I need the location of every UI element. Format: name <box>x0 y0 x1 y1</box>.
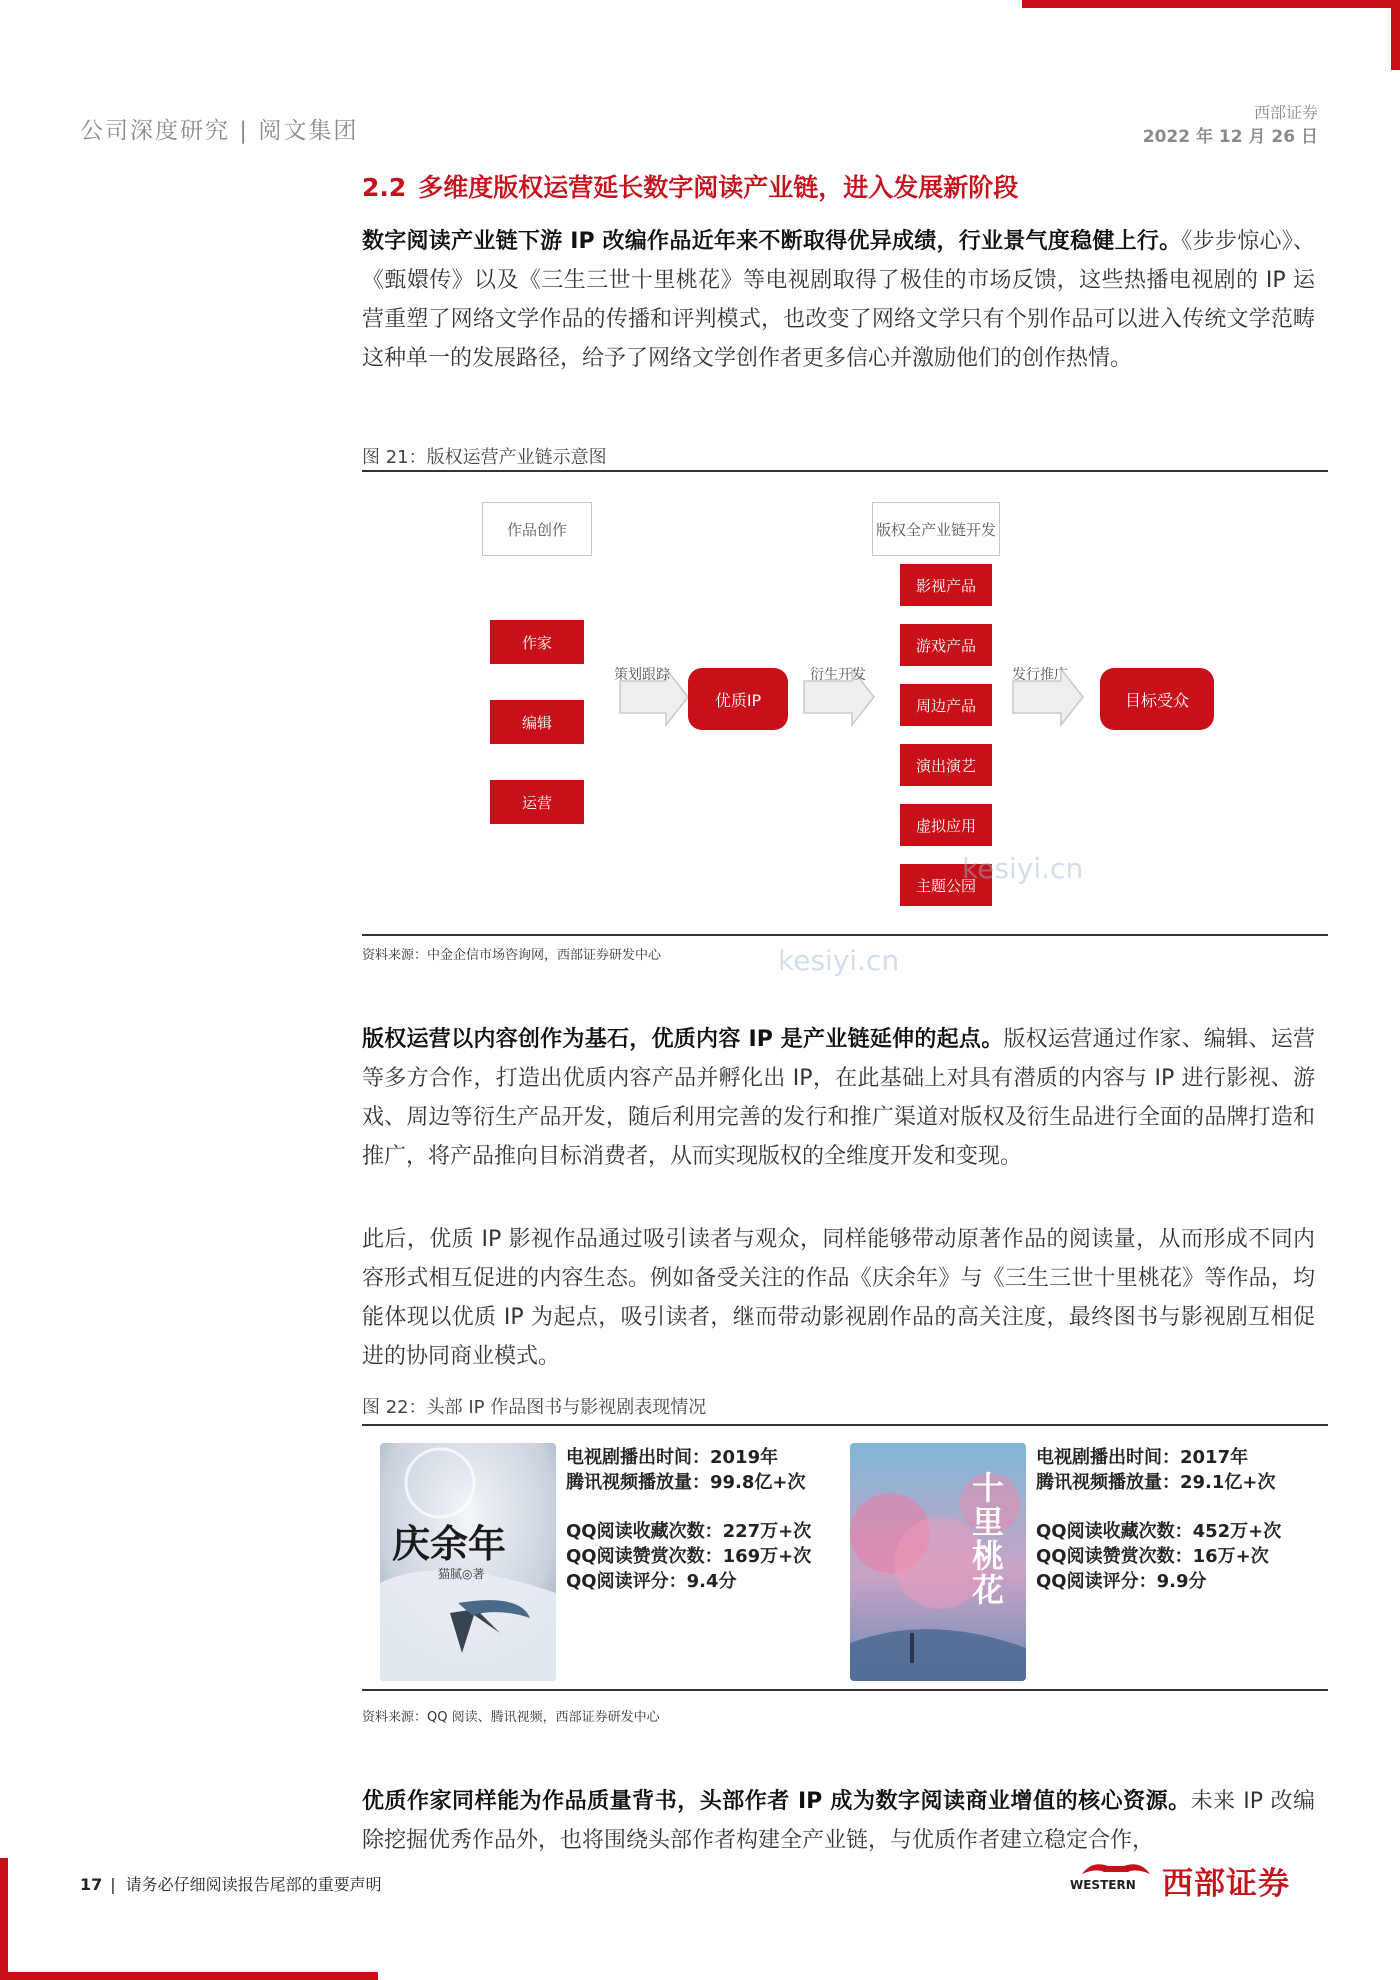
book1-rewards: QQ阅读赞赏次数：169万+次 <box>566 1546 812 1567</box>
section-title-text: 多维度版权运营延长数字阅读产业链，进入发展新阶段 <box>418 173 1019 202</box>
figure-21-diagram <box>362 472 1328 932</box>
frame-corner-right <box>1391 0 1400 70</box>
figure-22-caption: 图 22：头部 IP 作品图书与影视剧表现情况 <box>362 1397 707 1418</box>
page-number: 17 <box>80 1875 103 1894</box>
header-ip-development: 版权全产业链开发 <box>872 502 1000 556</box>
paragraph-3: 此后，优质 IP 影视作品通过吸引读者与观众，同样能够带动原著作品的阅读量，从而形成不同内容形式相互促进的内容生态。例如备受关注的作品《庆余年》与《三生三世十里桃花》等作品，均能体现以优质 IP 为起点，吸引读者，继而带动影视剧作品的高关注度，最终图书与影视剧互相促进的协同商业模式。 <box>362 1227 1315 1369</box>
paragraph-1-lead: 数字阅读产业链下游 IP 改编作品近年来不断取得优异成绩，行业景气度稳健上行。 <box>362 229 1182 254</box>
book2-collections: QQ阅读收藏次数：452万+次 <box>1036 1521 1282 1542</box>
product-film-tv: 影视产品 <box>900 564 992 606</box>
paragraph-1-body: 《步步惊心》、《甄嬛传》以及《三生三世十里桃花》等电视剧取得了极佳的市场反馈，这些热播电视剧的 IP 运营重塑了网络文学作品的传播和评判模式，也改变了网络文学只有个别作品可以进入传统文学范畴这种单一的发展路径，给予了网络文学创作者更多信心并激励他们的创作热情。 <box>362 229 1315 371</box>
logo-english: WESTERN <box>1070 1878 1136 1892</box>
paragraph-1 <box>362 222 1315 378</box>
footer-separator: | <box>110 1875 116 1894</box>
book2-rating: QQ阅读评分：9.9分 <box>1036 1571 1207 1592</box>
product-virtual-apps: 虚拟应用 <box>900 804 992 846</box>
paragraph-2-lead: 版权运营以内容创作为基石，优质内容 IP 是产业链延伸的起点。 <box>362 1027 1004 1052</box>
section-title <box>362 168 1018 204</box>
product-merch: 周边产品 <box>900 684 992 726</box>
paragraph-2 <box>362 1020 1315 1176</box>
product-games: 游戏产品 <box>900 624 992 666</box>
book-cover-shilitaohua <box>850 1443 1026 1681</box>
paragraph-4-body: 未来 IP 改编除挖掘优秀作品外，也将围绕头部作者构建全产业链，与优质作者建立稳定合作， <box>362 1789 1315 1853</box>
figure-21-bottom-rule <box>362 934 1328 936</box>
footer-disclaimer: 请务必仔细阅读报告尾部的重要声明 <box>125 1875 382 1894</box>
label-plan-track: 策划跟踪 <box>614 667 670 683</box>
quality-ip-node: 优质IP <box>688 668 788 730</box>
book2-air-date: 电视剧播出时间：2017年 <box>1036 1447 1249 1468</box>
watermark-1: kesiyi.cn <box>962 852 1084 885</box>
book1-stats <box>566 1445 811 1594</box>
product-theme-parks: 主题公园 <box>900 864 992 906</box>
book1-collections: QQ阅读收藏次数：227万+次 <box>566 1521 812 1542</box>
label-distribution: 发行推广 <box>1012 667 1068 683</box>
label-derivative-dev: 衍生开发 <box>810 667 866 683</box>
creator-writer: 作家 <box>490 620 584 664</box>
footer <box>80 1872 382 1895</box>
cover-title-shilitaohua: 十里桃花 <box>971 1469 1004 1609</box>
report-type-header: 公司深度研究 | 阅文集团 <box>80 118 359 144</box>
cover-title-qingyunian: 庆余年 <box>392 1521 507 1566</box>
product-live-shows: 演出演艺 <box>900 744 992 786</box>
figure-21-source: 资料来源：中金企信市场咨询网，西部证券研发中心 <box>362 948 662 963</box>
book1-rating: QQ阅读评分：9.4分 <box>566 1571 737 1592</box>
frame-corner-left <box>0 1858 8 1980</box>
target-audience-node: 目标受众 <box>1100 668 1214 730</box>
paragraph-2-body: 版权运营通过作家、编辑、运营等多方合作，打造出优质内容产品并孵化出 IP，在此基础上对具有潜质的内容与 IP 进行影视、游戏、周边等衍生产品开发，随后利用完善的发行和推广渠道对版权及衍生品进行全面的品牌打造和推广，将产品推向目标消费者，从而实现版权的全维度开发和变现。 <box>362 1027 1315 1169</box>
report-date: 2022 年 12 月 26 日 <box>1142 127 1318 147</box>
creator-operations: 运营 <box>490 780 584 824</box>
paragraph-4-lead: 优质作家同样能为作品质量背书，头部作者 IP 成为数字阅读商业增值的核心资源。 <box>362 1789 1191 1814</box>
book1-views: 腾讯视频播放量：99.8亿+次 <box>566 1472 806 1493</box>
figure-22-top-rule <box>362 1424 1328 1426</box>
creator-editor: 编辑 <box>490 700 584 744</box>
watermark-2: kesiyi.cn <box>778 944 900 977</box>
book-cover-qingyunian <box>380 1443 556 1681</box>
figure-21-caption: 图 21：版权运营产业链示意图 <box>362 447 607 468</box>
logo-chinese: 西部证券 <box>1162 1866 1290 1902</box>
book2-rewards: QQ阅读赞赏次数：16万+次 <box>1036 1546 1269 1567</box>
paragraph-4 <box>362 1782 1315 1860</box>
book2-stats <box>1036 1445 1281 1594</box>
frame-corner-top <box>1022 0 1400 8</box>
cover-author-qingyunian: 猫腻◎著 <box>438 1567 485 1581</box>
frame-corner-bottom <box>0 1972 378 1980</box>
section-number: 2.2 <box>362 173 407 202</box>
book2-views: 腾讯视频播放量：29.1亿+次 <box>1036 1472 1276 1493</box>
book1-air-date: 电视剧播出时间：2019年 <box>566 1447 779 1468</box>
figure-22-bottom-rule <box>362 1689 1328 1691</box>
broker-name: 西部证券 <box>1253 103 1318 122</box>
header-creation: 作品创作 <box>482 502 592 556</box>
figure-22-source: 资料来源：QQ 阅读、腾讯视频，西部证券研发中心 <box>362 1710 660 1725</box>
